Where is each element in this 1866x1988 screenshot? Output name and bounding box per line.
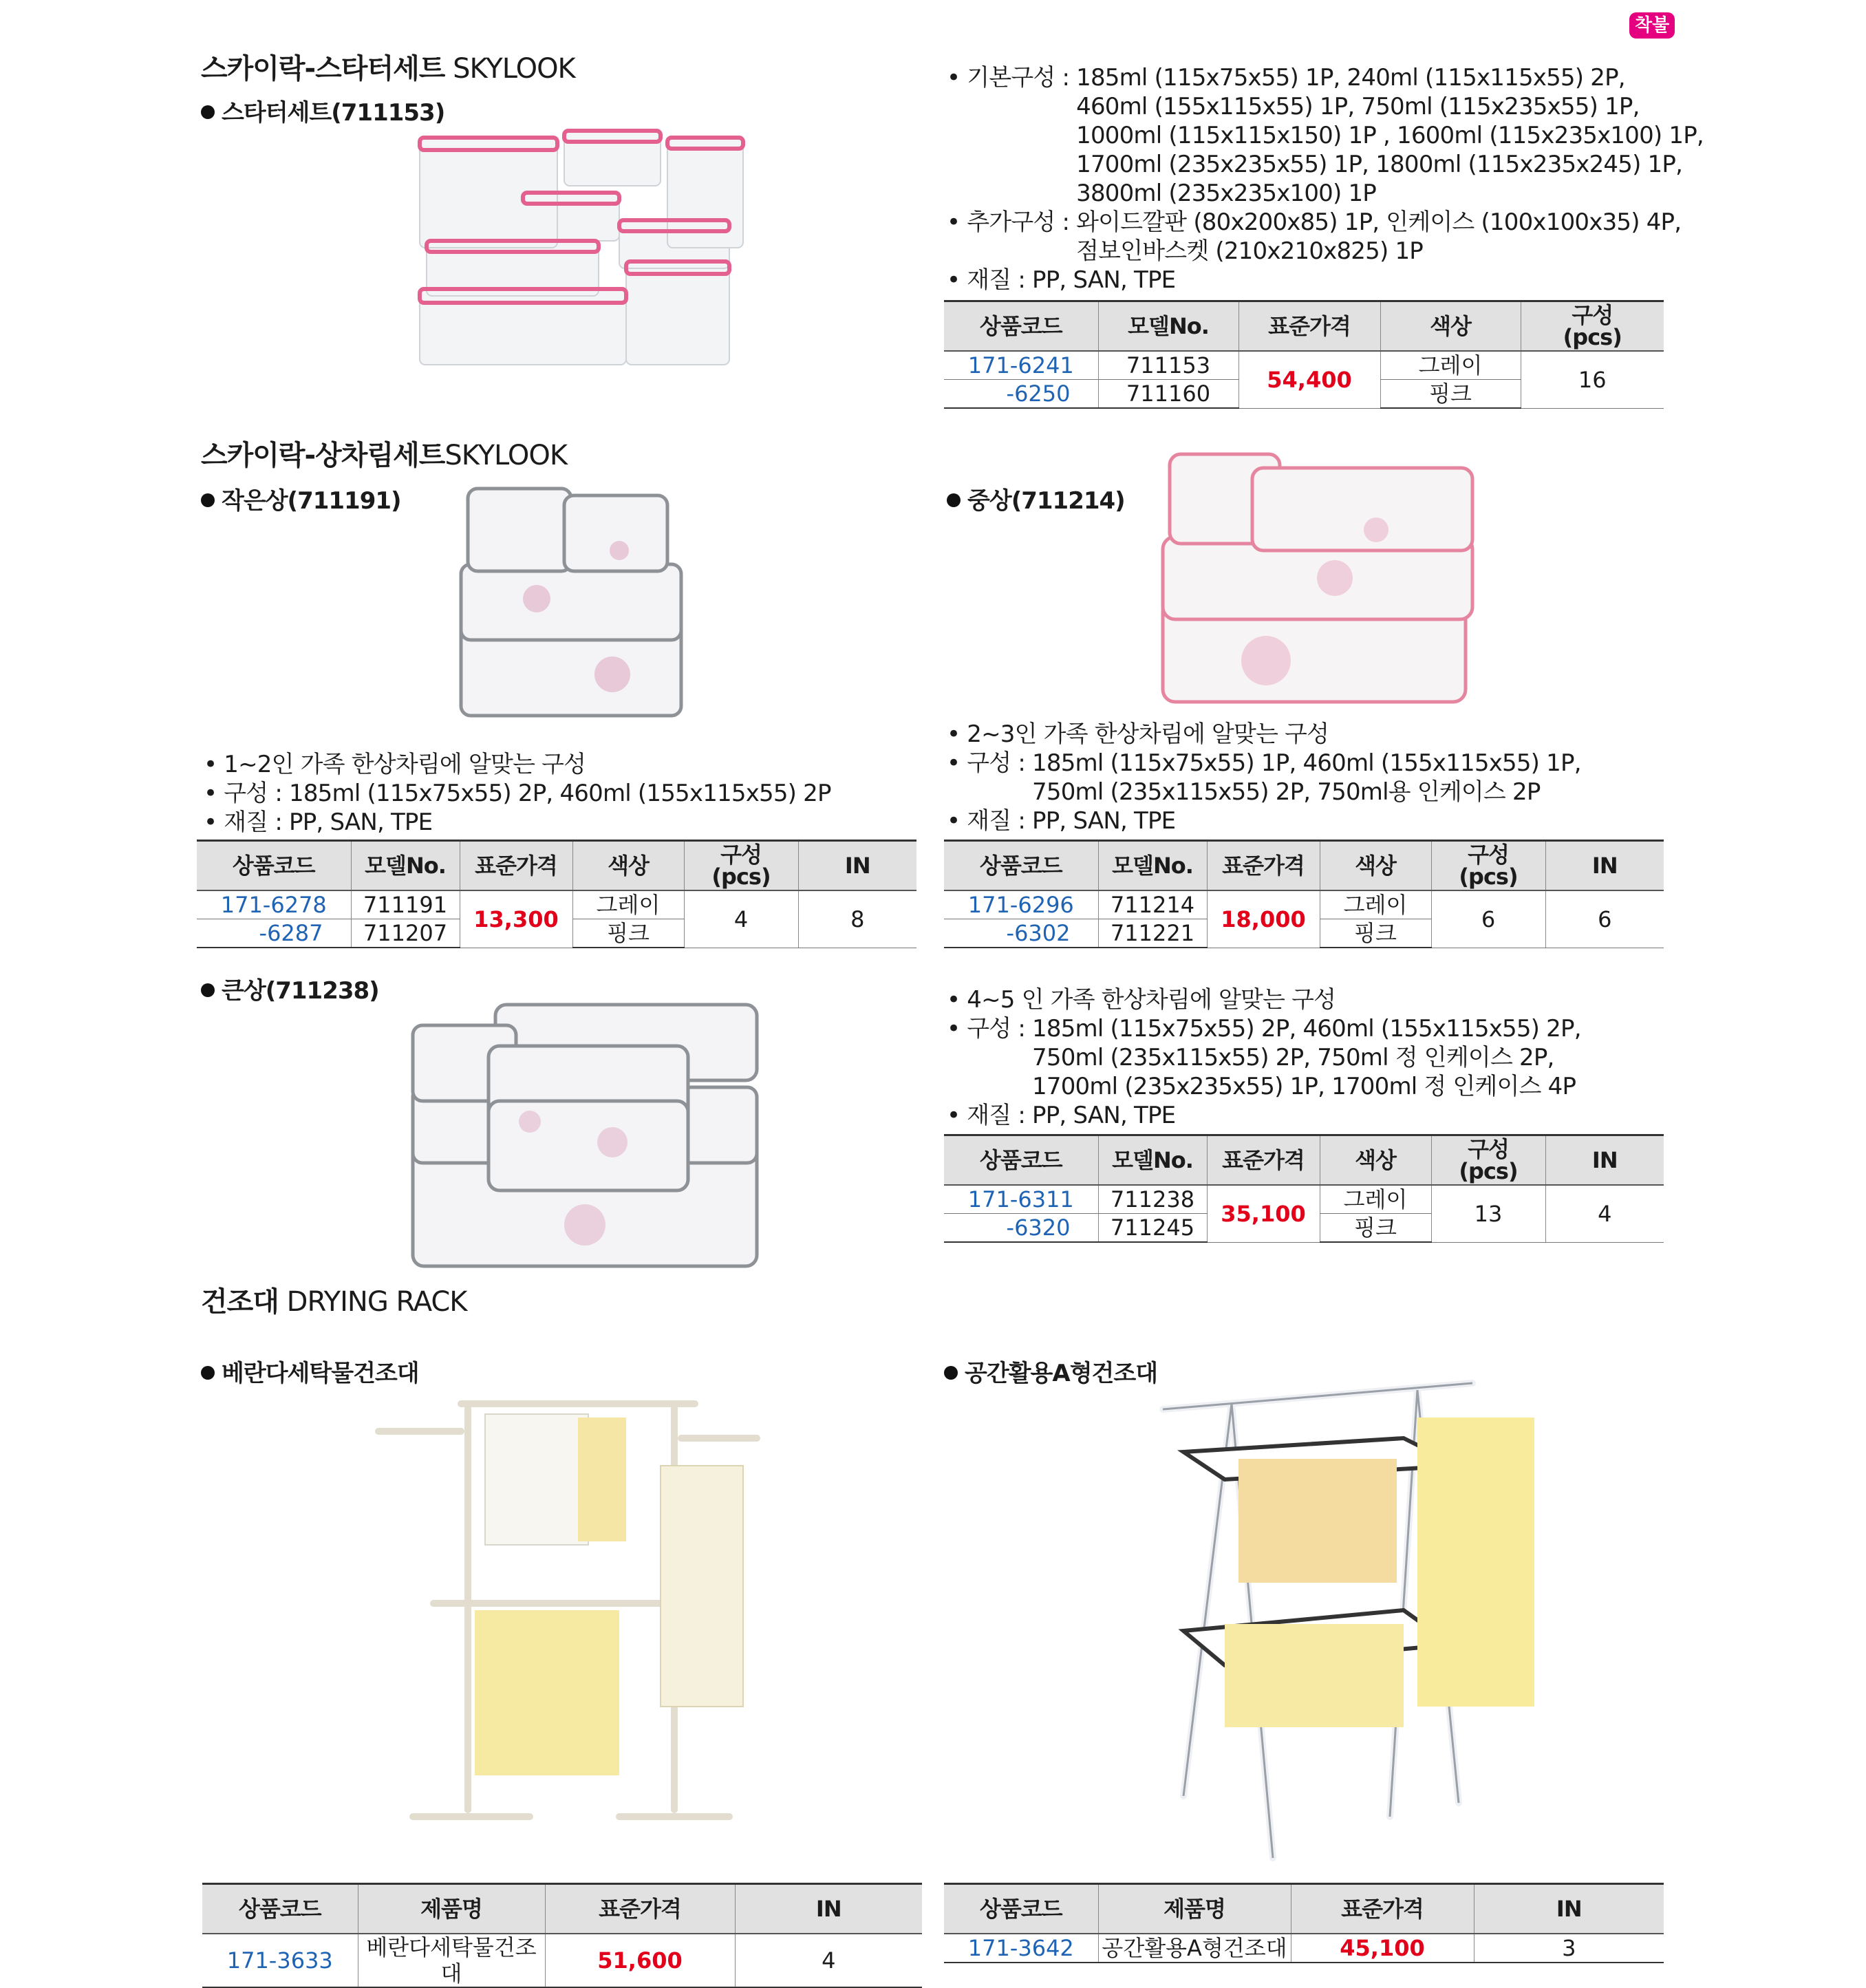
spec-line: • 1~2인 가족 한상차림에 알맞는 구성 <box>204 751 586 778</box>
spec-label: • <box>947 720 967 748</box>
product-code: 171-6278 <box>197 890 351 919</box>
subheading-starter <box>201 94 444 127</box>
spec-content <box>1032 806 1175 835</box>
spec-line <box>947 208 1704 266</box>
product-code: 171-3633 <box>202 1934 358 1987</box>
col-header: 제품명 <box>1098 1884 1291 1934</box>
small-specs <box>204 750 831 837</box>
subheading-rack-right <box>944 1354 1157 1388</box>
col-header: 표준가격 <box>1238 301 1380 352</box>
color: 핑크 <box>572 919 684 948</box>
col-header: 색상 <box>572 841 684 891</box>
starter-set-photo <box>413 124 757 372</box>
col-header: 색상 <box>1380 301 1521 352</box>
color: 그레이 <box>1320 890 1431 919</box>
in-qty: 4 <box>735 1934 922 1987</box>
col-header: 색상 <box>1320 841 1431 891</box>
model-no: 711191 <box>351 890 460 919</box>
spec-content <box>1032 1101 1175 1130</box>
spec-content <box>967 720 1329 749</box>
spec-text: 185ml (115x75x55) 2P, 460ml (155x115x55) 2P, <box>1032 1015 1581 1043</box>
subheading-label: 큰상(711238) <box>222 977 379 1005</box>
spec-label: • 기본구성 : <box>947 64 1077 92</box>
color: 핑크 <box>1320 1214 1431 1243</box>
subheading-label: 스타터세트(711153) <box>222 99 445 127</box>
spec-content <box>967 985 1336 1014</box>
spec-line <box>947 720 1581 749</box>
spec-content <box>1032 749 1581 806</box>
spec-content <box>1032 1014 1581 1101</box>
spec-content <box>1076 208 1681 266</box>
bullet-icon <box>201 105 215 119</box>
spec-line <box>947 985 1581 1014</box>
col-header: 표준가격 <box>1207 1135 1320 1186</box>
a-frame-rack-table <box>944 1883 1664 1963</box>
price: 13,300 <box>460 890 572 948</box>
table-header-row <box>197 841 916 891</box>
col-header: 구성 (pcs) <box>1431 1135 1545 1186</box>
spec-text: PP, SAN, TPE <box>1032 266 1176 294</box>
model-no: 711160 <box>1098 380 1238 409</box>
product-code: 171-6241 <box>944 351 1098 380</box>
spec-line <box>947 1101 1581 1130</box>
bullet-icon <box>201 1366 215 1380</box>
color: 그레이 <box>572 890 684 919</box>
spec-text: 4~5 인 가족 한상차림에 알맞는 구성 <box>967 986 1336 1014</box>
spec-line: • 구성 : 185ml (115x75x55) 2P, 460ml (155x115x55) 2P <box>204 780 831 807</box>
medium-set-photo <box>1156 440 1486 716</box>
spec-content <box>1076 63 1704 208</box>
col-header: 모델No. <box>1098 1135 1207 1186</box>
product-code: -6302 <box>944 919 1098 948</box>
spec-text: PP, SAN, TPE <box>1032 1102 1176 1129</box>
spec-line <box>947 63 1704 208</box>
color: 핑크 <box>1320 919 1431 948</box>
pcs: 4 <box>684 890 798 948</box>
spec-line <box>947 806 1581 835</box>
col-header: IN <box>1545 1135 1664 1186</box>
title-ko: 스카이락-스타터세트 <box>201 53 445 85</box>
bullet-icon <box>944 1366 958 1380</box>
spec-line <box>947 1014 1581 1101</box>
table-row <box>944 351 1664 380</box>
spec-line: • 재질 : PP, SAN, TPE <box>204 809 433 836</box>
col-header: IN <box>1545 841 1664 891</box>
table-row <box>197 890 916 919</box>
table-header-row <box>202 1884 922 1934</box>
spec-label: • 구성 : <box>947 1015 1033 1043</box>
product-code: 171-6311 <box>944 1185 1098 1214</box>
pcs: 13 <box>1431 1185 1545 1242</box>
in-qty: 3 <box>1474 1934 1664 1963</box>
table-header-row <box>944 1884 1664 1934</box>
starter-table <box>944 300 1664 409</box>
col-header: IN <box>798 841 916 891</box>
col-header: 모델No. <box>1098 301 1238 352</box>
col-header: 모델No. <box>1098 841 1207 891</box>
col-header: 표준가격 <box>1207 841 1320 891</box>
section-title-starter <box>201 47 575 86</box>
col-header: 상품코드 <box>944 841 1098 891</box>
price: 54,400 <box>1238 351 1380 408</box>
pcs: 16 <box>1521 351 1664 408</box>
price: 18,000 <box>1207 890 1320 948</box>
table-header-row <box>944 841 1664 891</box>
spec-text: 1700ml (235x235x55) 1P, 1800ml (115x235x245) 1P, <box>1076 151 1683 178</box>
medium-table <box>944 840 1664 948</box>
subheading-small <box>201 482 401 515</box>
col-header: 상품코드 <box>944 1884 1098 1934</box>
col-header: IN <box>735 1884 922 1934</box>
price: 45,100 <box>1291 1934 1474 1963</box>
table-row <box>202 1934 922 1987</box>
spec-label: • 재질 : <box>947 807 1033 835</box>
spec-label: • 재질 : <box>947 1102 1033 1129</box>
small-table <box>197 840 916 948</box>
col-header: 상품코드 <box>197 841 351 891</box>
product-name: 공간활용A형건조대 <box>1098 1934 1291 1963</box>
model-no: 711153 <box>1098 351 1238 380</box>
subheading-large <box>201 972 379 1005</box>
pcs: 6 <box>1431 890 1545 948</box>
section-title-tableset <box>201 434 567 473</box>
title-en: DRYING RACK <box>278 1286 467 1318</box>
spec-text: 3800ml (235x235x100) 1P <box>1076 180 1377 207</box>
title-en: SKYLOOK <box>444 440 568 471</box>
large-specs <box>947 985 1581 1130</box>
col-header: 모델No. <box>351 841 460 891</box>
col-header: 상품코드 <box>202 1884 358 1934</box>
model-no: 711214 <box>1098 890 1207 919</box>
col-header: 상품코드 <box>944 301 1098 352</box>
model-no: 711221 <box>1098 919 1207 948</box>
spec-label: • 구성 : <box>947 749 1033 777</box>
color: 핑크 <box>1380 380 1521 409</box>
price: 51,600 <box>545 1934 735 1987</box>
subheading-label: 중상(711214) <box>967 487 1125 515</box>
spec-text: 460ml (155x115x55) 1P, 750ml (115x235x55) 1P, <box>1076 93 1640 120</box>
model-no: 711207 <box>351 919 460 948</box>
spec-text: 750ml (235x115x55) 2P, 750ml 정 인케이스 2P, <box>1032 1044 1554 1071</box>
col-header: 색상 <box>1320 1135 1431 1186</box>
table-header-row <box>944 1135 1664 1186</box>
product-code: 171-3642 <box>944 1934 1098 1963</box>
model-no: 711238 <box>1098 1185 1207 1214</box>
spec-text: 750ml (235x115x55) 2P, 750ml용 인케이스 2P <box>1032 778 1541 806</box>
col-header: 구성 (pcs) <box>1521 301 1664 352</box>
col-header: 표준가격 <box>545 1884 735 1934</box>
subheading-label: 베란다세탁물건조대 <box>222 1360 419 1387</box>
in-qty: 6 <box>1545 890 1664 948</box>
veranda-rack-table <box>202 1883 922 1988</box>
table-header-row <box>944 301 1664 352</box>
product-code: -6250 <box>944 380 1098 409</box>
spec-content <box>1032 266 1175 295</box>
col-header: 표준가격 <box>460 841 572 891</box>
col-header: 구성 (pcs) <box>684 841 798 891</box>
spec-text: 185ml (115x75x55) 1P, 240ml (115x115x55) 2P, <box>1076 64 1625 92</box>
small-set-photo <box>454 475 688 729</box>
bullet-icon <box>201 493 215 507</box>
spec-text: 2~3인 가족 한상차림에 알맞는 구성 <box>967 720 1329 748</box>
starter-specs <box>947 63 1704 295</box>
spec-line <box>947 749 1581 806</box>
col-header: IN <box>1474 1884 1664 1934</box>
spec-label: • 추가구성 : <box>947 209 1077 236</box>
color: 그레이 <box>1380 351 1521 380</box>
spec-text: 1000ml (115x115x150) 1P , 1600ml (115x235x100) 1P, <box>1076 122 1704 149</box>
section-title-rack <box>201 1280 467 1319</box>
model-no: 711245 <box>1098 1214 1207 1243</box>
table-row <box>944 1934 1664 1963</box>
product-code: -6287 <box>197 919 351 948</box>
medium-specs <box>947 720 1581 835</box>
large-set-photo <box>406 991 771 1280</box>
color: 그레이 <box>1320 1185 1431 1214</box>
spec-text: 점보인바스켓 (210x210x825) 1P <box>1076 237 1423 265</box>
large-table <box>944 1134 1664 1243</box>
product-code: 171-6296 <box>944 890 1098 919</box>
title-ko: 건조대 <box>201 1286 279 1318</box>
spec-line <box>947 266 1704 295</box>
title-en: SKYLOOK <box>444 53 575 85</box>
bullet-icon <box>201 983 215 997</box>
subheading-label: 공간활용A형건조대 <box>965 1360 1158 1387</box>
product-name: 베란다세탁물건조대 <box>358 1934 545 1987</box>
subheading-medium <box>947 482 1125 515</box>
col-header: 제품명 <box>358 1884 545 1934</box>
spec-text: 185ml (115x75x55) 1P, 460ml (155x115x55) 1P, <box>1032 749 1581 777</box>
product-code: -6320 <box>944 1214 1098 1243</box>
in-qty: 8 <box>798 890 916 948</box>
price: 35,100 <box>1207 1185 1320 1242</box>
col-header: 표준가격 <box>1291 1884 1474 1934</box>
spec-label: • 재질 : <box>947 266 1033 294</box>
a-frame-rack-photo <box>1156 1376 1541 1872</box>
shipping-badge: 착불 <box>1629 12 1675 39</box>
spec-text: 1700ml (235x235x55) 1P, 1700ml 정 인케이스 4P <box>1032 1073 1576 1100</box>
title-ko: 스카이락-상차림세트 <box>201 440 445 471</box>
spec-text: 와이드깔판 (80x200x85) 1P, 인케이스 (100x100x35) 4P, <box>1076 209 1682 236</box>
table-row <box>944 1185 1664 1214</box>
subheading-label: 작은상(711191) <box>222 487 401 515</box>
col-header: 상품코드 <box>944 1135 1098 1186</box>
bullet-icon <box>947 493 961 507</box>
veranda-rack-photo <box>372 1383 764 1865</box>
spec-label: • <box>947 986 967 1014</box>
in-qty: 4 <box>1545 1185 1664 1242</box>
col-header: 구성 (pcs) <box>1431 841 1545 891</box>
table-row <box>944 890 1664 919</box>
spec-text: PP, SAN, TPE <box>1032 807 1176 835</box>
